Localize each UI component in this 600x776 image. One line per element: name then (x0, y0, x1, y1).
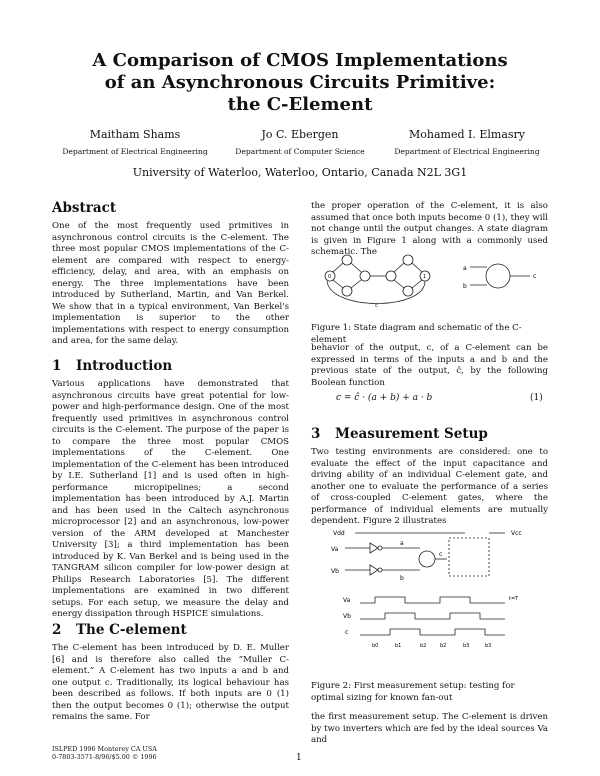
title-line-3: the C-Element (227, 94, 373, 115)
state-node (342, 255, 352, 265)
fig2-va: Va (331, 546, 339, 553)
equation: c = ĉ · (a + b) + a · b (336, 393, 433, 403)
fig2-wave-c: c (345, 629, 349, 636)
intro-section (52, 358, 289, 621)
right-bottom-text: the first measurement setup. The C-element is driven by two inverters which are fed by the ideal sources Va and (311, 712, 548, 745)
fig2-b: b (400, 575, 404, 582)
page-number: 1 (296, 753, 302, 763)
section-number: 3 (311, 426, 321, 442)
abstract-heading: Abstract (52, 200, 117, 216)
fig2-a: a (400, 540, 404, 547)
fig2-delay-label: b2 (440, 643, 447, 649)
fig1-arc-label: c (375, 303, 378, 309)
paper-title (0, 50, 600, 116)
fig1-label-c: c (533, 273, 537, 280)
author-name: Maitham Shams (89, 128, 181, 141)
university: University of Waterloo, Waterloo, Ontario, Canada N2L 3G1 (132, 166, 468, 179)
fig2-vb: Vb (331, 568, 339, 575)
right-top-text: the proper operation of the C-element, it is also assumed that once both inputs become 0 (1), they will not change until the output changes. A state diagram is given in Figure 1 along with a commonly used schematic. The (311, 201, 548, 257)
fig1-label-a: a (463, 265, 467, 272)
state-node (403, 255, 413, 265)
author-affiliation: Department of Electrical Engineering (394, 147, 540, 156)
measurement-section (311, 426, 548, 528)
footer-line-2: 0-7803-3571-8/96/$5.00 © 1996 (52, 753, 157, 761)
section-title: Measurement Setup (335, 426, 488, 442)
figure-1-diagram (315, 245, 545, 315)
section-title: Introduction (76, 358, 173, 374)
state-node (342, 286, 352, 296)
fig1-state-1: 1 (423, 274, 427, 280)
author-affiliation: Department of Computer Science (235, 147, 365, 156)
intro-text: Various applications have demonstrated that asynchronous circuits have great potential for low-power and high-performance design. One of the most frequently used primitives in asynchronous control circuits is the C-element. The purpose of the paper is to compare the three most popular CMOS implementations of the C-element. One implementation of the C-element has been introduced by I.E. Sutherland [1] and is used often in high-performance micropipelines; a second implementation has been introduced by A.J. Martin and has been used in the Caltech asynchronous microprocessor [2] and an asynchronous, low-power version of the ARM developed at Manchester University [3]; a third implementation has been introduced by K. Van Berkel and is being used in the TANGRAM silicon compiler for low-power design at Philips Research Laboratories [5]. The different implementations are examined in two different setups. For each setup, we measure the delay and energy dissipation through HSPICE simulations. (52, 379, 289, 619)
footer-line-1: ISLPED 1996 Monterey CA USA (52, 745, 157, 753)
fig2-delay-label: b1 (395, 643, 402, 649)
fig2-wave-va: Va (343, 597, 351, 604)
figure-2-caption: Figure 2: First measurement setup: testing for optimal sizing for known fan-out (311, 681, 515, 703)
right-mid-text: behavior of the output, c, of a C-element can be expressed in terms of the inputs a and b and the previous state of the output, ĉ, by the following Boolean function (311, 343, 548, 388)
section-number: 2 (52, 622, 62, 638)
fig2-delay-label: b0 (372, 643, 379, 649)
fig2-delay-label: b3 (485, 643, 492, 649)
fig2-vdd: Vdd (333, 530, 345, 537)
fig2-time-label: t=T (509, 596, 519, 602)
section-2-heading (52, 622, 289, 638)
author-1 (40, 128, 230, 158)
fig2-c: c (439, 551, 443, 558)
measurement-text: Two testing environments are considered: one to evaluate the effect of the input capacitance and driving ability of an individual C-element gate, and another one to evaluate the performance of a series of cross-coupled C-element gates, where the performance of individual elements are mutually dependent. Figure 2 illustrates (311, 447, 548, 526)
left-column (52, 200, 289, 348)
abstract-text: One of the most frequently used primitives in asynchronous control circuits is the C-element. The three most popular CMOS implementations of the C-element are compared with respect to energy-efficiency, delay, and area, with an emphasis on energy. The three implementations have been introduced by Sutherland, Martin, and Van Berkel. We show that in a typical environment, Van Berkel's implementation is superior to the other implementations with respect to energy consumption and area, for the same delay. (52, 221, 289, 346)
state-node (403, 286, 413, 296)
figure-2-diagram (315, 520, 545, 655)
author-3 (372, 128, 562, 158)
section-3-heading (311, 426, 548, 442)
fig2-delay-label: b3 (463, 643, 470, 649)
equation-number: (1) (530, 393, 543, 403)
footer-note (52, 745, 157, 761)
section-title: The C-element (76, 622, 187, 638)
celement-text: The C-element has been introduced by D. E. Muller [6] and is therefore also called the “Muller C-element.” A C-element has two inputs a and b and one output c. Traditionally, its logical behaviour has been described as follows. If both inputs are 0 (1) then the output becomes 0 (1); otherwise the output remains the same. For (52, 643, 289, 722)
figure-1-caption: Figure 1: State diagram and schematic of the C-element (311, 323, 522, 345)
author-2 (205, 128, 395, 158)
state-node (360, 271, 370, 281)
section-1-heading (52, 358, 289, 374)
author-name: Jo C. Ebergen (261, 128, 339, 141)
fig1-label-b: b (463, 283, 467, 290)
author-affiliation: Department of Electrical Engineering (62, 147, 208, 156)
fig2-delay-label: b2 (420, 643, 427, 649)
title-line-1: A Comparison of CMOS Implementations (92, 50, 508, 71)
fig2-vcc: Vcc (511, 530, 522, 537)
celement-section (52, 622, 289, 724)
author-name: Mohamed I. Elmasry (409, 128, 525, 141)
section-number: 1 (52, 358, 62, 374)
title-line-2: of an Asynchronous Circuits Primitive: (104, 72, 496, 93)
fig2-wave-vb: Vb (343, 613, 351, 620)
fig1-state-0: 0 (328, 274, 332, 280)
state-node (386, 271, 396, 281)
